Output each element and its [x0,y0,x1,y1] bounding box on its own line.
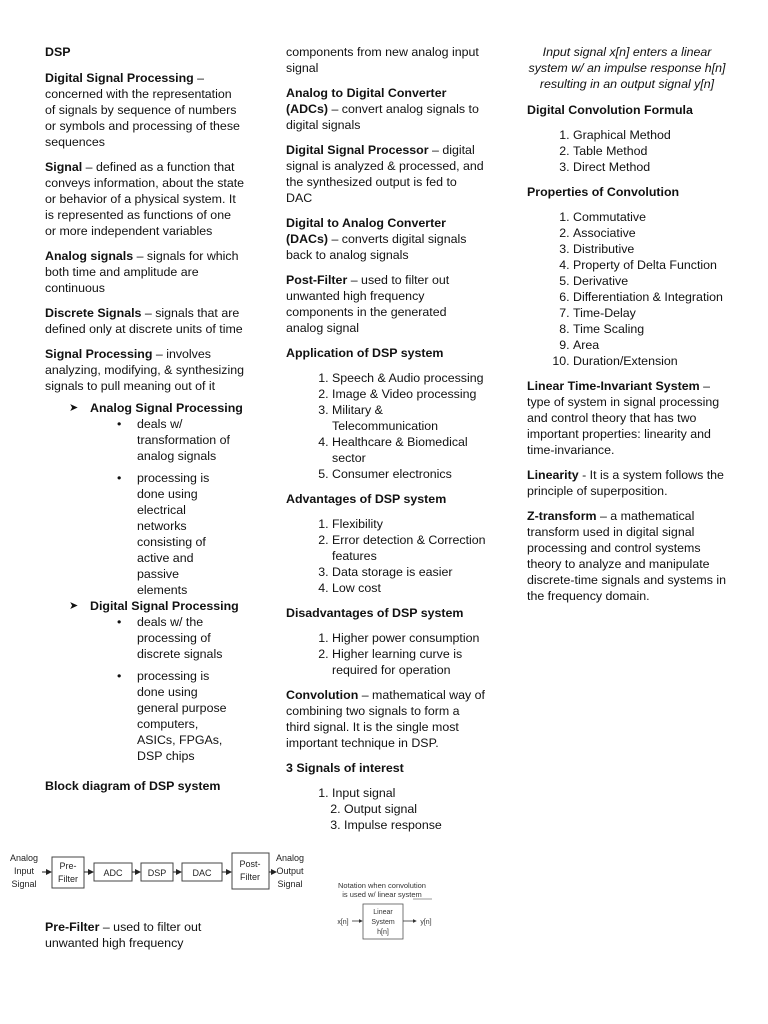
term: Digital Signal Processing [45,71,194,85]
definition: – mathematical way of combining two signals to form a third signal. It is the single most important technique in DSP. [286,688,485,750]
list-item: 6. Differentiation & Integration [573,289,727,305]
pre-filter-continuation: components from new analog input signal [286,45,479,75]
column-2 [286,44,486,833]
list-item: 4. Low cost [332,580,486,596]
term: Linearity [527,468,579,482]
list-item: 2. Error detection & Correction features [332,532,486,564]
list-item: 1. Commutative [573,209,727,225]
application-heading: Application of DSP system [286,346,444,360]
term: Discrete Signals [45,306,142,320]
def-discrete-signals [45,305,245,337]
definition: – signals that are defined only at discrete units of time [45,306,243,336]
list-item: 4. Property of Delta Function [573,257,727,273]
list-item: 2. Associative [573,225,727,241]
list-item: 3. Impulse response [344,817,486,833]
box-label: ADC [103,868,123,878]
box-label: DAC [192,868,212,878]
box-label: System [371,919,395,926]
advantages-list [286,516,486,596]
list-item: 2. Output signal [344,801,486,817]
def-signal [45,159,245,239]
box-label: DSP [147,868,167,878]
list-item: • deals w/ transformation of analog signals [116,416,231,464]
list-item: 10. Duration/Extension [573,353,727,369]
list-item: 2. Image & Video processing [332,386,486,402]
output-label-line: Analog [275,853,305,863]
list-item: 1. Speech & Audio processing [332,370,486,386]
list-item: 1. Input signal [332,785,486,801]
definition: – a mathematical transform used in digital signal processing and control systems theory to analyze and manipulate discrete-time signals and systems in the frequency domain. [527,509,727,603]
signals-heading: 3 Signals of interest [286,761,404,775]
list-item: 1. Graphical Method [573,127,727,143]
formula-heading: Digital Convolution Formula [527,103,693,117]
convolution-note: Input signal x[n] enters a linear system w/ an impulse response h[n] resulting in an output signal y[n] [528,45,726,91]
column-3 [527,44,727,613]
def-convolution [286,687,486,751]
def-linearity [527,467,727,499]
box-label: Filter [58,874,78,884]
signals-list [286,785,486,833]
list-item: 5. Derivative [573,273,727,289]
box-label: Linear [373,909,393,916]
def-dac [286,215,486,263]
list-item: 3. Direct Method [573,159,727,175]
box-label: Post- [239,859,261,869]
list-item: • processing is done using general purpose computers, ASICs, FPGAs, DSP chips [116,668,231,764]
definition: – used to filter out unwanted high frequency components in the generated analog signal [286,273,450,335]
column-1 [45,44,245,803]
input-signal-label: x[n] [337,919,349,926]
list-item [69,598,245,764]
page-title: DSP [45,45,71,59]
block-diagram-heading: Block diagram of DSP system [45,779,221,793]
output-label-line: Signal [277,879,303,889]
definition: – used to filter out unwanted high frequency [45,920,202,950]
list-item-label: Analog Signal Processing [90,401,243,415]
def-z-transform [527,508,727,604]
disadvantages-heading: Disadvantages of DSP system [286,606,464,620]
term: Post-Filter [286,273,348,287]
def-adc [286,85,486,133]
definition: – involves analyzing, modifying, & synthesizing signals to pull meaning out of it [45,347,245,393]
term: Analog signals [45,249,134,263]
term: Signal Processing [45,347,153,361]
properties-list [527,209,727,369]
list-item: 3. Distributive [573,241,727,257]
term: Analog to Digital Converter (ADCs) [286,86,447,116]
def-lti-system [527,378,727,458]
box-label: Pre- [59,861,77,871]
figure-caption: Notation when convolution [338,881,426,890]
list-item: 3. Military & Telecommunication [332,402,486,434]
list-item: 8. Time Scaling [573,321,727,337]
list-item: 4. Healthcare & Biomedical sector [332,434,486,466]
output-label-line: Output [276,866,304,876]
box-label: h[n] [377,929,389,936]
input-label-line: Input [13,866,35,876]
formula-list [527,127,727,175]
term: Linear Time-Invariant System [527,379,700,393]
term: Pre-Filter [45,920,100,934]
term: Signal [45,160,83,174]
def-digital-signal-processing [45,70,245,150]
arrow-bullet-icon: ➤ [69,600,79,612]
definition: – converts digital signals back to analog signals [286,232,467,262]
list-item: 2. Higher learning curve is required for operation [332,646,486,678]
def-pre-filter [45,919,245,951]
list-item: 2. Table Method [573,143,727,159]
list-item [69,400,245,598]
list-item: • deals w/ the processing of discrete signals [116,614,231,662]
def-post-filter [286,272,486,336]
definition: – concerned with the representation of signals by sequence of numbers or symbols and processing of these sequences [45,71,240,149]
definition: – signals for which both time and amplitude are continuous [45,249,239,295]
arrow-bullet-icon: ➤ [69,402,79,414]
definition: - It is a system follows the principle of superposition. [527,468,724,498]
properties-heading: Properties of Convolution [527,185,680,199]
linear-system-figure [332,878,442,944]
definition: – convert analog signals to digital signals [286,102,479,132]
dsp-block-diagram [6,848,311,898]
list-item: 7. Time-Delay [573,305,727,321]
list-item: 5. Consumer electronics [332,466,486,482]
term: Z-transform [527,509,597,523]
digital-processing-bullets [116,614,231,764]
analog-processing-bullets [116,416,231,598]
term: Digital to Analog Converter (DACs) [286,216,446,246]
disadvantages-list [286,630,486,678]
list-item: 1. Higher power consumption [332,630,486,646]
list-item: • processing is done using electrical networks consisting of active and passive elements [116,470,231,598]
list-item-label: Digital Signal Processing [90,599,239,613]
advantages-heading: Advantages of DSP system [286,492,447,506]
definition: – type of system in signal processing and control theory that has two important properties: linearity and time-invariance. [527,379,720,457]
output-signal-label: y[n] [420,919,432,926]
list-item: 3. Data storage is easier [332,564,486,580]
definition: – defined as a function that conveys information, about the state or behavior of a physical system. It is represented as functions of one or more independent variables [45,160,245,238]
box-label: Filter [240,872,260,882]
term: Convolution [286,688,359,702]
def-dsp-processor [286,142,486,206]
list-item: 9. Area [573,337,727,353]
application-list [286,370,486,482]
processing-types-list [69,400,245,764]
def-analog-signals [45,248,245,296]
input-label-line: Analog [9,853,39,863]
definition: – digital signal is analyzed & processed, and the synthesized output is fed to DAC [286,143,484,205]
term: Digital Signal Processor [286,143,429,157]
list-item: 1. Flexibility [332,516,486,532]
figure-caption: is used w/ linear system [342,890,422,899]
input-label-line: Signal [11,879,37,889]
def-signal-processing [45,346,245,394]
